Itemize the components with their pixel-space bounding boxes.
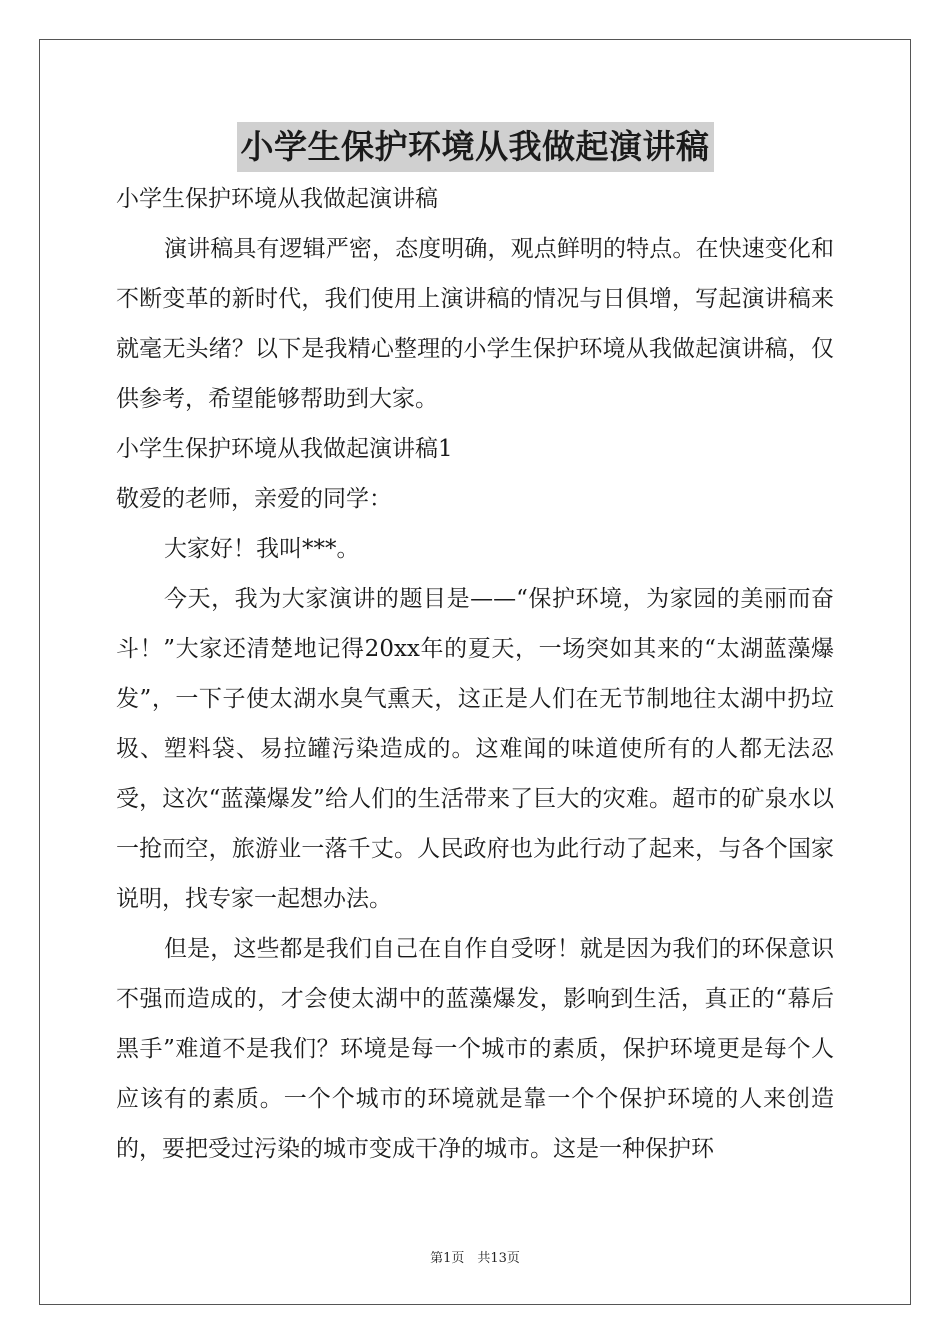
- page-footer: [0, 1247, 950, 1266]
- paragraph-salutation: 敬爱的老师，亲爱的同学：: [116, 486, 392, 512]
- paragraph-section-heading: 小学生保护环境从我做起演讲稿1: [116, 436, 453, 462]
- document-body: [116, 174, 834, 1174]
- paragraph-body: 今天，我为大家演讲的题目是——“保护环境，为家园的美丽而奋斗！”大家还清楚地记得20xx年的夏天，一场突如其来的“太湖蓝藻爆发”，一下子使太湖水臭气熏天，这正是人们在无节制地往太湖中扔垃圾、塑料袋、易拉罐污染造成的。这难闻的味道使所有的人都无法忍受，这次“蓝藻爆发”给人们的生活带来了巨大的灾难。超市的矿泉水以一抢而空，旅游业一落千丈。人民政府也为此行动了起来，与各个国家说明，找专家一起想办法。: [116, 586, 834, 912]
- paragraph-intro: 演讲稿具有逻辑严密，态度明确，观点鲜明的特点。在快速变化和不断变革的新时代，我们使用上演讲稿的情况与日俱增，写起演讲稿来就毫无头绪？以下是我精心整理的小学生保护环境从我做起演讲稿，仅供参考，希望能够帮助到大家。: [116, 236, 834, 412]
- page-number: 第1页 共13页: [430, 1251, 520, 1266]
- paragraph-subtitle: 小学生保护环境从我做起演讲稿: [116, 186, 438, 212]
- title-container: [0, 122, 950, 172]
- paragraph-body: 但是，这些都是我们自己在自作自受呀！就是因为我们的环保意识不强而造成的，才会使太湖中的蓝藻爆发，影响到生活，真正的“幕后黑手”难道不是我们？环境是每一个城市的素质，保护环境更是每个人应该有的素质。一个个城市的环境就是靠一个个保护环境的人来创造的，要把受过污染的城市变成干净的城市。这是一种保护环: [116, 936, 834, 1162]
- paragraph-greeting: 大家好！我叫***。: [164, 536, 360, 562]
- document-title: 小学生保护环境从我做起演讲稿: [237, 122, 714, 172]
